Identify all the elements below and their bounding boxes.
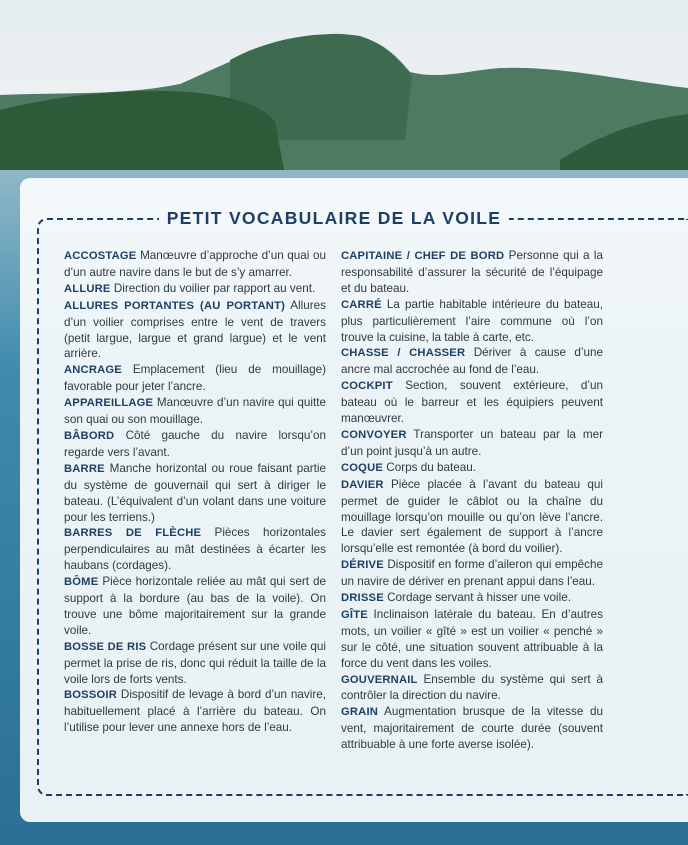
glossary-term: BARRE xyxy=(64,462,105,475)
glossary-definition: Inclinaison latérale du bateau. En d’autres mots, un voilier « gîté » est un voilier « penché » sur le côté, une situation souvent attribuable à la force du vent dans les voiles. xyxy=(341,607,603,670)
glossary-term: COQUE xyxy=(341,461,384,474)
glossary-definition: Manœuvre d’un navire qui quitte son quai ou son mouillage. xyxy=(64,396,327,427)
glossary-entry xyxy=(341,607,603,672)
glossary-entry xyxy=(341,704,603,753)
glossary-definition: Cordage servant à hisser une voile. xyxy=(387,591,571,605)
glossary-entry xyxy=(64,525,326,574)
glossary-entry xyxy=(64,428,326,461)
glossary-definition: Dispositif de levage à bord d’un navire, habituellement placé à l’arrière du bateau. On l’utilise pour lever une annexe hors de l’eau. xyxy=(64,688,327,735)
glossary-term: DÉRIVE xyxy=(341,559,384,572)
glossary-term: GÎTE xyxy=(341,608,368,621)
glossary-term: ANCRAGE xyxy=(64,364,122,377)
glossary-definition: Transporter un bateau par la mer d’un point jusqu’à un autre. xyxy=(341,427,603,458)
glossary-definition: Emplacement (lieu de mouillage) favorable pour jeter l’ancre. xyxy=(64,363,327,394)
glossary-entry xyxy=(341,557,603,590)
glossary-term: ALLURE xyxy=(64,282,111,295)
glossary-entry xyxy=(64,639,326,688)
glossary-definition: Augmentation brusque de la vitesse du vent, majoritairement de courte durée (souvent attribuable à une forte averse isolée). xyxy=(341,705,603,752)
glossary-definition: Ensemble du système qui sert à contrôler la direction du navire. xyxy=(341,672,603,703)
glossary-term: DRISSE xyxy=(341,592,384,605)
glossary-entry xyxy=(64,362,326,395)
glossary-definition: Direction du voilier par rapport au vent. xyxy=(113,281,316,295)
right-glossary-column xyxy=(341,248,603,753)
glossary-definition: Personne qui a la responsabilité d’assurer la sécurité de l’équipage et du bateau. xyxy=(341,249,604,295)
glossary-definition: Côté gauche du navire lorsqu’on regarde vers l’avant. xyxy=(64,428,326,459)
glossary-term: ACCOSTAGE xyxy=(64,250,137,262)
glossary-definition: Allures d’un voilier comprises entre le vent de travers (petit largue, largue et grand largue) et le vent arrière. xyxy=(64,298,326,361)
page-title: PETIT VOCABULAIRE DE LA VOILE xyxy=(159,207,510,229)
glossary-entry xyxy=(341,427,603,460)
glossary-entry xyxy=(64,395,326,428)
glossary-entry xyxy=(341,297,603,346)
glossary-definition: Pièce placée à l’avant du bateau qui permet de guider le câblot ou la chaîne du mouillage lorsqu’on mouille ou qu’on lève l’ancre. Le davier sert également de support à l’ancre lorsqu’elle est remontée (à bord du voilier). xyxy=(341,477,603,556)
glossary-term: COCKPIT xyxy=(341,380,393,393)
glossary-entry xyxy=(341,378,603,427)
glossary-term: BOSSE DE RIS xyxy=(64,640,147,653)
glossary-entry xyxy=(64,574,326,639)
glossary-term: GRAIN xyxy=(341,706,379,719)
glossary-term: GOUVERNAIL xyxy=(341,673,418,686)
glossary-term: CAPITAINE / CHEF DE BORD xyxy=(341,250,505,262)
glossary-term: DAVIER xyxy=(341,478,384,491)
glossary-entry xyxy=(64,461,326,526)
glossary-term: APPAREILLAGE xyxy=(64,397,154,410)
glossary-entry xyxy=(341,248,603,297)
glossary-term: BOSSOIR xyxy=(64,689,117,702)
glossary-entry xyxy=(341,460,603,477)
glossary-entry xyxy=(341,590,603,607)
glossary-term: BÔME xyxy=(64,576,99,589)
glossary-term: ALLURES PORTANTES (AU PORTANT) xyxy=(64,299,286,312)
glossary-term: CHASSE / CHASSER xyxy=(341,347,466,360)
glossary-definition: La partie habitable intérieure du bateau, plus particulièrement l’aire commune où l’on trouve la cuisine, la table à carte, etc. xyxy=(341,297,603,344)
glossary-definition: Dispositif en forme d’aileron qui empêche un navire de dériver en prenant appui dans l’eau. xyxy=(341,558,603,589)
left-glossary-column xyxy=(64,248,326,736)
glossary-term: CONVOYER xyxy=(341,428,407,441)
glossary-entry xyxy=(64,298,326,363)
glossary-definition: Manœuvre d’approche d’un quai ou d’un autre navire dans le but de s’y amarrer. xyxy=(64,249,326,279)
glossary-term: CARRÉ xyxy=(341,298,382,311)
glossary-definition: Pièce horizontale reliée au mât qui sert de support à la bordure (au bas de la voile). On trouve une bôme majoritairement sur la grande voile. xyxy=(64,575,326,637)
glossary-term: BARRES DE FLÈCHE xyxy=(64,527,202,540)
glossary-entry xyxy=(64,687,326,736)
glossary-term: BÂBORD xyxy=(64,429,115,442)
glossary-entry xyxy=(341,477,603,558)
glossary-entry xyxy=(341,345,603,378)
glossary-definition: Section, souvent extérieure, d’un bateau où le barreur et les équipiers peuvent manœuvrer. xyxy=(341,379,603,426)
glossary-definition: Pièces horizontales perpendiculaires au mât destinées à écarter les haubans (cordages). xyxy=(64,526,326,573)
glossary-entry xyxy=(64,248,326,281)
glossary-entry xyxy=(64,281,326,298)
glossary-entry xyxy=(341,672,603,705)
glossary-definition: Manche horizontal ou roue faisant partie du système de gouvernail qui sert à diriger le bateau. (L’équivalent d’un volant dans une voiture pour les terriens.) xyxy=(64,461,327,524)
glossary-definition: Dériver à cause d’une ancre mal accrochée au fond de l’eau. xyxy=(341,346,603,377)
glossary-definition: Corps du bateau. xyxy=(386,460,476,474)
glossary-definition: Cordage présent sur une voile qui permet la prise de ris, donc qui réduit la taille de la voile lors de forts vents. xyxy=(64,639,326,686)
